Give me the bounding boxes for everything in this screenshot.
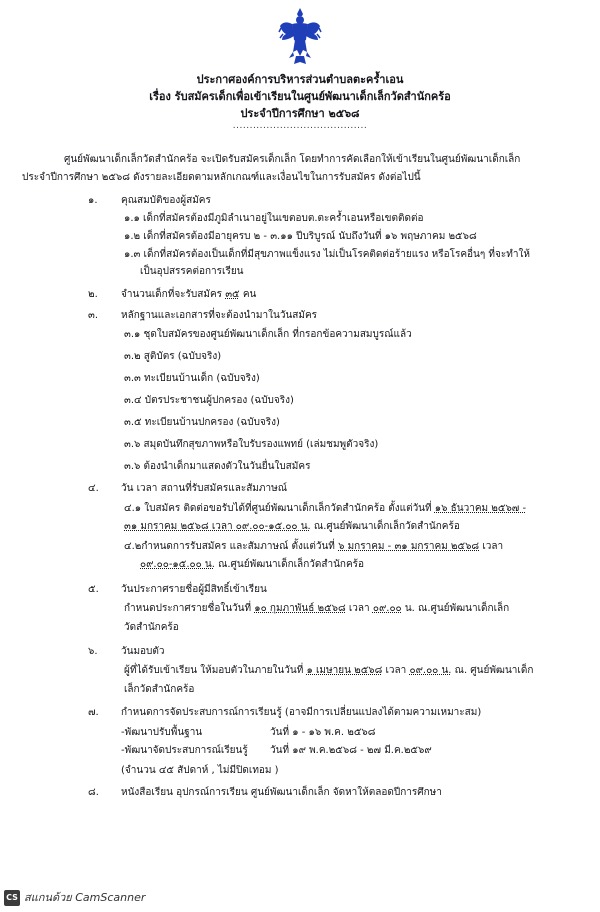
section-3-item-7: ๓.๖ ต้องนำเด็กมาแสดงตัวในวันยื่นใบสมัคร (124, 461, 311, 472)
section-4-item-2 (124, 540, 503, 554)
section-6-time: ๐๙.๐๐ น. (409, 665, 452, 676)
section-3-item-1: ๓.๑ ชุดใบสมัครของศูนย์พัฒนาเด็กเล็ก ที่กรอกข้อความสมบูรณ์แล้ว (124, 329, 412, 340)
section-6-title: วันมอบตัว (121, 646, 165, 657)
section-4-item-2-place: ณ.ศูนย์พัฒนาเด็กเล็กวัดสำนักคร้อ (214, 559, 365, 570)
section-6-time-label: เวลา (382, 665, 410, 676)
header-subject: เรื่อง รับสมัครเด็กเพื่อเข้าเรียนในศูนย์พัฒนาเด็กเล็กวัดสำนักคร้อ (149, 90, 451, 103)
section-4-item-2-time: ๐๙.๐๐-๑๕.๐๐ น. (140, 559, 215, 570)
section-4-title: วัน เวลา สถานที่รับสมัครและสัมภาษณ์ (121, 483, 287, 494)
section-4-item-2-date: ๖ มกราคม - ๓๑ มกราคม ๒๕๖๘ (338, 541, 480, 552)
section-3-item-5: ๓.๕ ทะเบียนบ้านปกครอง (ฉบับจริง) (124, 417, 280, 428)
section-1-item-2: ๑.๒ เด็กที่สมัครต้องมีอายุครบ ๒ - ๓.๑๑ ปีบริบูรณ์ นับถึงวันที่ ๑๖ พฤษภาคม ๒๕๖๘ (124, 231, 477, 242)
scanner-watermark (0, 886, 600, 912)
section-4-item-1-cont (124, 520, 460, 534)
section-5-title: วันประกาศรายชื่อผู้มีสิทธิ์เข้าเรียน (121, 584, 267, 595)
section-4-item-2-cont (140, 558, 364, 572)
camscanner-text: สแกนด้วย CamScanner (24, 891, 146, 904)
section-5-time-label: เวลา (345, 603, 373, 614)
section-5-number: ๕. (88, 584, 99, 595)
section-3-item-4: ๓.๔ บัตรประชาชนผู้ปกครอง (ฉบับจริง) (124, 395, 294, 406)
header-organization: ประกาศองค์การบริหารส่วนตำบลตะคร้ำเอน (196, 73, 404, 86)
section-2-line (121, 288, 256, 302)
section-7-row-1-label: -พัฒนาปรับพื้นฐาน (121, 727, 203, 738)
section-5-line-1 (124, 602, 509, 616)
section-4-item-1-date: ๑๖ ธันวาคม ๒๕๖๗ - (434, 503, 527, 514)
header-year: ประจำปีการศึกษา ๒๕๖๘ (240, 107, 360, 120)
section-4-item-2-time-label: เวลา (479, 541, 504, 552)
section-1-title: คุณสมบัติของผู้สมัคร (121, 195, 211, 206)
section-5-text: กำหนดประกาศรายชื่อในวันที่ (124, 603, 255, 614)
section-6-number: ๖. (88, 646, 98, 657)
header-separator: ........................................ (232, 121, 368, 131)
section-3-item-3: ๓.๓ ทะเบียนบ้านเด็ก (ฉบับจริง) (124, 373, 260, 384)
section-4-item-1-text: ๔.๑ ใบสมัคร ติดต่อขอรับได้ที่ศูนย์พัฒนาเด็กเล็กวัดสำนักคร้อ ตั้งแต่วันที่ (124, 503, 435, 514)
section-2-unit: คน (242, 289, 257, 300)
section-8-number: ๘. (88, 787, 99, 798)
section-1-item-3: ๑.๓ เด็กที่สมัครต้องเป็นเด็กที่มีสุขภาพแข็งแรง ไม่เป็นโรคติดต่อร้ายแรง หรือโรคอื่นๆ ที่จะทำให้ (124, 249, 530, 260)
section-4-item-1-place: ณ.ศูนย์พัฒนาเด็กเล็กวัดสำนักคร้อ (310, 521, 460, 532)
section-2-count: ๓๕ (225, 289, 240, 300)
section-7-number: ๗. (88, 707, 99, 718)
section-2-number: ๒. (88, 289, 98, 300)
section-4-item-1 (124, 502, 526, 516)
section-6-line-1 (124, 664, 533, 678)
section-5-line-2: วัดสำนักคร้อ (124, 622, 179, 633)
section-5-place: น. ณ.ศูนย์พัฒนาเด็กเล็ก (401, 603, 510, 614)
section-5-date: ๑๐ กุมภาพันธ์ ๒๕๖๘ (254, 603, 346, 614)
section-3-item-2: ๓.๒ สูติบัตร (ฉบับจริง) (124, 351, 222, 362)
section-1-number: ๑. (88, 195, 98, 206)
section-7-row-1-dates: วันที่ ๑ - ๑๖ พ.ค. ๒๕๖๘ (270, 727, 376, 738)
section-5-time: ๐๙.๐๐ (372, 603, 402, 614)
section-3-title: หลักฐานและเอกสารที่จะต้องนำมาในวันสมัคร (121, 310, 318, 321)
section-4-item-2-text: ๔.๒กำหนดการรับสมัคร และสัมภาษณ์ ตั้งแต่วันที่ (124, 541, 339, 552)
section-1-item-1: ๑.๑ เด็กที่สมัครต้องมีภูมิลำเนาอยู่ในเขตอบต.ตะคร้ำเอนหรือเขตติดต่อ (124, 213, 424, 224)
section-3-number: ๓. (88, 310, 99, 321)
section-4-number: ๔. (88, 483, 99, 494)
intro-line-1: ศูนย์พัฒนาเด็กเล็กวัดสำนักคร้อ จะเปิดรับสมัครเด็กเล็ก โดยทำการคัดเลือกให้เข้าเรียนในศูนย์พัฒนาเด็กเล็ก (64, 154, 521, 165)
section-6-date: ๑ เมษายน ๒๕๖๘ (306, 665, 383, 676)
section-7-row-2-dates: วันที่ ๑๙ พ.ค.๒๕๖๘ - ๒๗ มี.ค.๒๕๖๙ (270, 745, 432, 756)
garuda-emblem-icon (278, 6, 322, 68)
section-1-item-3-cont: เป็นอุปสรรคต่อการเรียน (140, 266, 244, 277)
section-4-item-1-period: ๓๑ มกราคม ๒๕๖๘ เวลา ๐๙.๐๐-๑๕.๐๐ น. (124, 521, 311, 532)
section-8-text: หนังสือเรียน อุปกรณ์การเรียน ศูนย์พัฒนาเด็กเล็ก จัดหาให้ตลอดปีการศึกษา (121, 787, 442, 798)
intro-line-2: ประจำปีการศึกษา ๒๕๖๘ ดังรายละเอียดตามหลักเกณฑ์และเงื่อนไขในการรับสมัคร ดังต่อไปนี้ (22, 172, 421, 183)
section-2-label: จำนวนเด็กที่จะรับสมัคร (121, 289, 223, 300)
section-6-place: ณ. ศูนย์พัฒนาเด็ก (451, 665, 534, 676)
section-7-row-2-label: -พัฒนาจัดประสบการณ์เรียนรู้ (121, 745, 248, 756)
section-6-line-2: เล็กวัดสำนักคร้อ (124, 684, 195, 695)
section-6-text: ผู้ที่ได้รับเข้าเรียน ให้มอบตัวในภายในวันที่ (124, 665, 307, 676)
section-7-title: กำหนดการจัดประสบการณ์การเรียนรู้ (อาจมีการเปลี่ยนแปลงได้ตามความเหมาะสม) (121, 707, 482, 718)
section-7-note: (จำนวน ๔๕ สัปดาห์ , ไม่มีปิดเทอม ) (121, 765, 279, 776)
section-3-item-6: ๓.๖ สมุดบันทึกสุขภาพหรือใบรับรองแพทย์ (เล่มชมพูตัวจริง) (124, 439, 379, 450)
camscanner-logo-icon: CS (4, 890, 20, 906)
